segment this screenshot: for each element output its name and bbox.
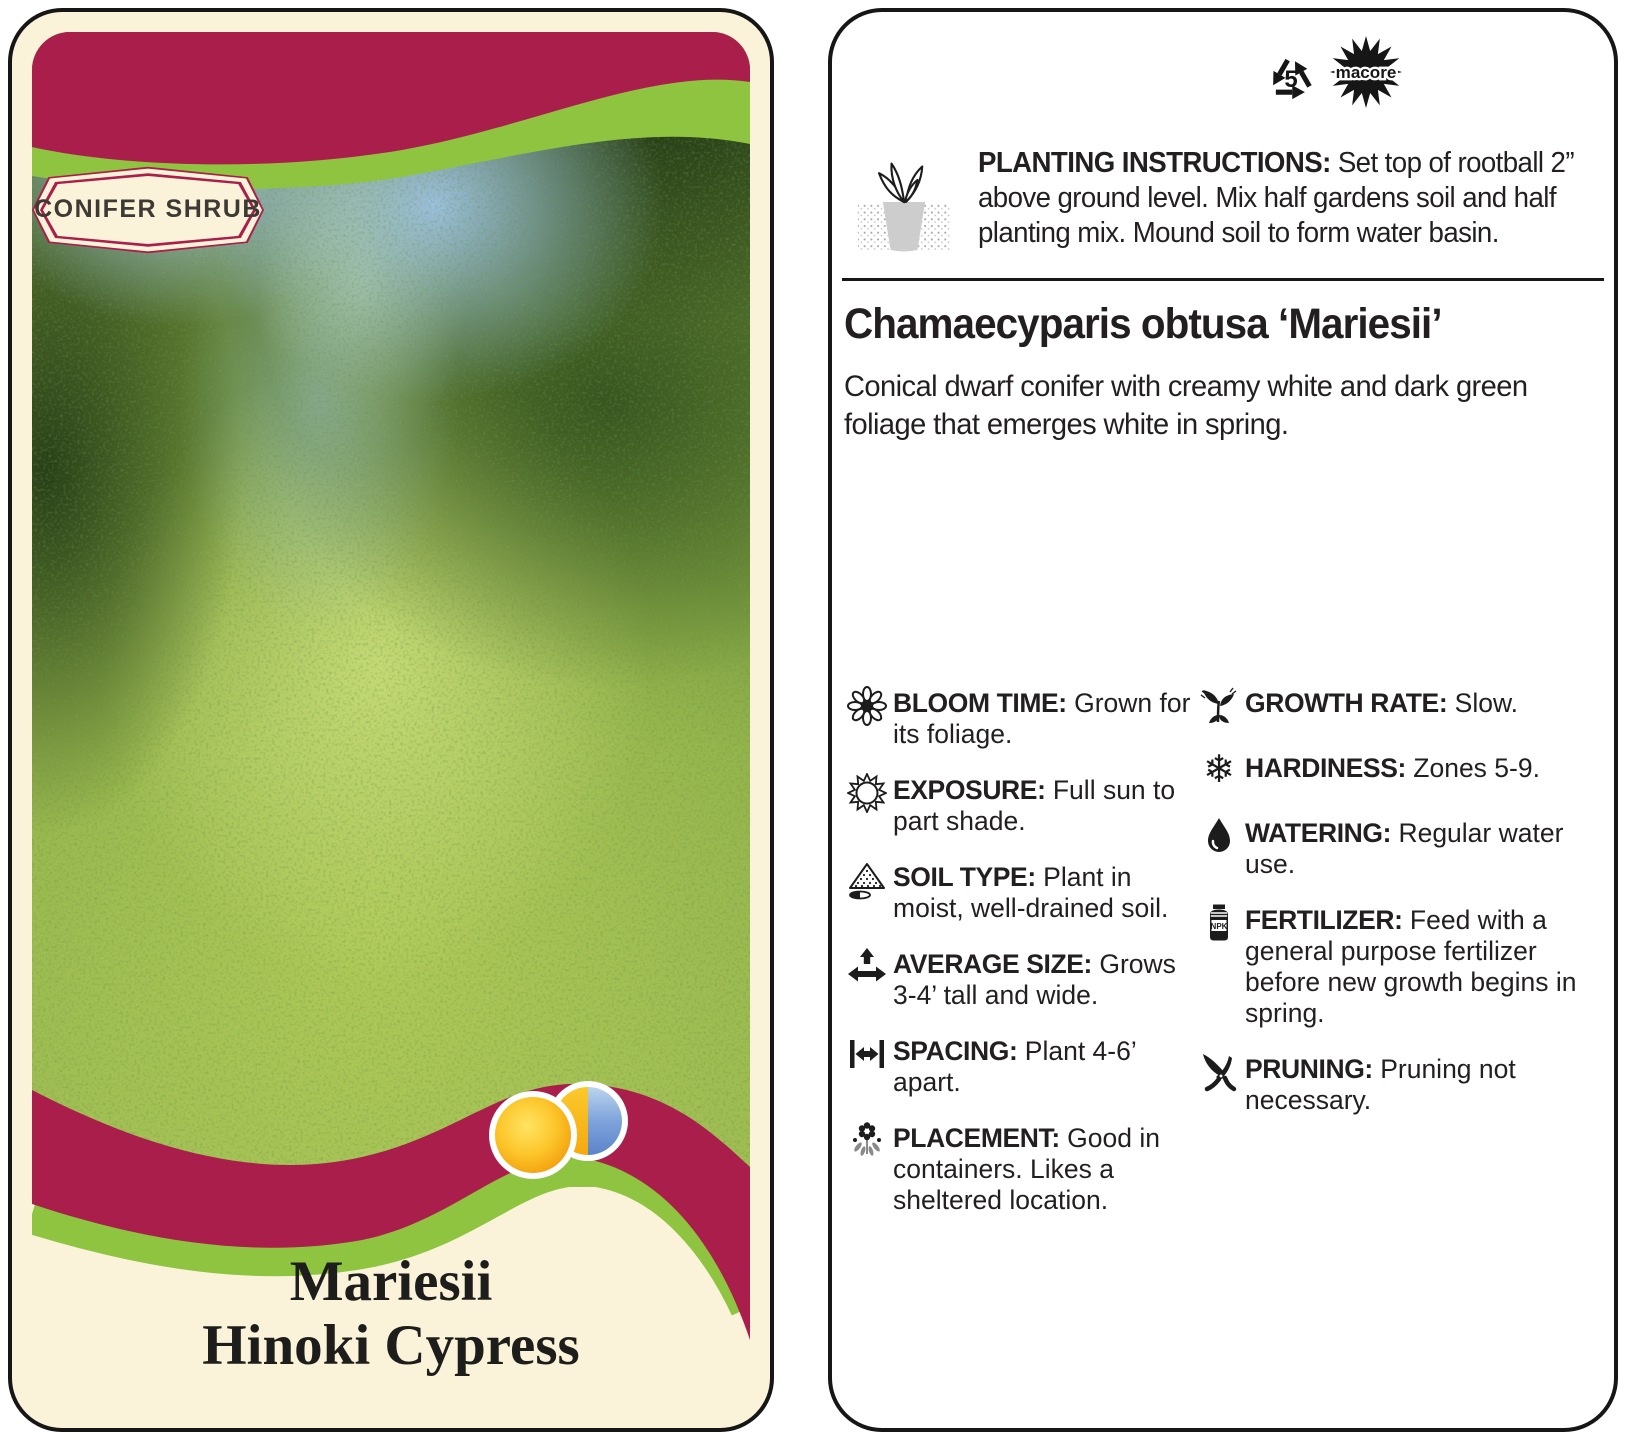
care-item-growth-rate: GROWTH RATE: Slow. <box>1198 688 1598 728</box>
category-badge-label: CONIFER SHRUB <box>34 194 262 223</box>
care-item-average-size: AVERAGE SIZE: Grows 3-4’ tall and wide. <box>846 949 1192 1011</box>
category-badge <box>32 163 264 257</box>
care-item-soil-type: SOIL TYPE: Plant in moist, well-drained soil. <box>846 862 1192 924</box>
plant-common-name <box>32 1250 750 1378</box>
size-icon <box>846 947 888 992</box>
care-column-left <box>846 688 1192 1241</box>
logos-row <box>1262 34 1404 110</box>
placement-icon <box>846 1121 888 1166</box>
care-item-spacing: SPACING: Plant 4-6’ apart. <box>846 1036 1192 1098</box>
care-item-hardiness: ❄ HARDINESS: Zones 5-9. <box>1198 753 1598 793</box>
plant-common-name-line1: Mariesii <box>289 1250 493 1313</box>
plant-tag-front <box>8 8 774 1432</box>
spacing-icon <box>846 1034 888 1079</box>
care-column-right <box>1198 688 1598 1141</box>
svg-text:NPK: NPK <box>1210 921 1228 931</box>
care-item-pruning: PRUNING: Pruning not necessary. <box>1198 1054 1598 1116</box>
pruning-icon <box>1198 1052 1240 1097</box>
plant-description: Conical dwarf conifer with creamy white and dark green foliage that emerges white in spring. <box>844 370 1528 441</box>
care-item-placement: PLACEMENT: Good in containers. Likes a sheltered location. <box>846 1123 1192 1216</box>
planting-pot-icon <box>856 150 952 254</box>
planting-instructions-label: PLANTING INSTRUCTIONS: <box>978 147 1331 179</box>
svg-text:macore: macore <box>1335 62 1397 82</box>
fertilizer-icon <box>1198 903 1240 948</box>
care-item-fertilizer: NPK FERTILIZER: Feed with a general purpose fertilizer before new growth begins in spring. <box>1198 905 1598 1029</box>
sun-icon <box>846 773 888 818</box>
droplet-icon <box>1198 816 1240 861</box>
plant-tag-back <box>828 8 1618 1432</box>
growth-icon <box>1198 686 1240 731</box>
botanical-name: Chamaecyparis obtusa ‘Mariesii’ <box>844 300 1442 348</box>
care-item-exposure: EXPOSURE: Full sun to part shade. <box>846 775 1192 837</box>
divider <box>842 278 1604 281</box>
planting-instructions <box>856 146 1596 251</box>
flower-icon <box>846 686 888 731</box>
macore-logo <box>1328 34 1404 110</box>
plant-common-name-line2: Hinoki Cypress <box>202 1314 580 1377</box>
recycle-5-icon <box>1262 39 1320 105</box>
care-item-watering: WATERING: Regular water use. <box>1198 818 1598 880</box>
planting-instructions-text: Set top of rootball 2” above ground level. Mix half gardens soil and half planting mix. Mound soil to form water basin. <box>978 147 1574 249</box>
soil-icon <box>846 860 888 905</box>
svg-text:5: 5 <box>1284 66 1298 94</box>
care-item-bloom-time: BLOOM TIME: Grown for its foliage. <box>846 688 1192 750</box>
sun-circle-icon <box>489 1091 577 1179</box>
snowflake-icon: ❄ <box>1203 749 1235 791</box>
front-inner-panel <box>32 32 750 1408</box>
